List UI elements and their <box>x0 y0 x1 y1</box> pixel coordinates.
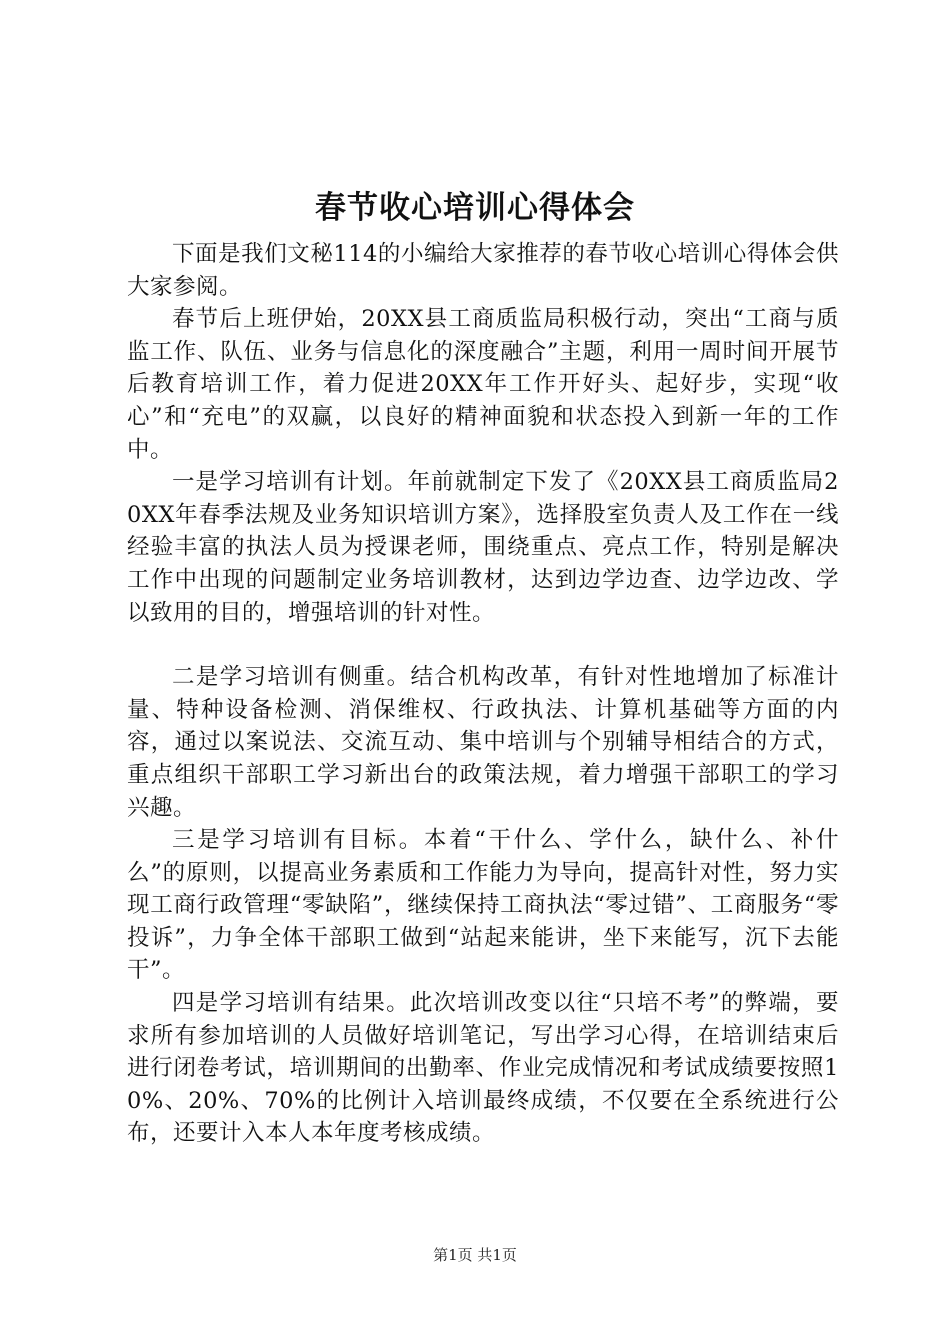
paragraph-point-two: 二是学习培训有侧重。结合机构改革，有针对性地增加了标准计量、特种设备检测、消保维权、行政执法、计算机基础等方面的内容，通过以案说法、交流互动、集中培训与个别辅导相结合的方式，重点组织干部职工学习新出台的政策法规，着力增强干部职工的学习兴趣。 <box>127 664 839 821</box>
document-title: 春节收心培训心得体会 <box>315 190 635 226</box>
paragraph-intro: 下面是我们文秘114的小编给大家推荐的春节收心培训心得体会供大家参阅。 <box>127 241 839 300</box>
paragraph-overview: 春节后上班伊始，20XX县工商质监局积极行动，突出“工商与质监工作、队伍、业务与信息化的深度融合”主题，利用一周时间开展节后教育培训工作，着力促进20XX年工作开好头、起好步，实现“收心”和“充电”的双赢，以良好的精神面貌和状态投入到新一年的工作中。 <box>127 306 839 463</box>
paragraph-point-three: 三是学习培训有目标。本着“干什么、学什么，缺什么、补什么”的原则，以提高业务素质和工作能力为导向，提高针对性，努力实现工商行政管理“零缺陷”，继续保持工商执法“零过错”、工商服务“零投诉”，力争全体干部职工做到“站起来能讲，坐下来能写，沉下去能干”。 <box>127 827 839 984</box>
document-body <box>127 238 839 1150</box>
paragraph-point-one: 一是学习培训有计划。年前就制定下发了《20XX县工商质监局20XX年春季法规及业务知识培训方案》，选择股室负责人及工作在一线经验丰富的执法人员为授课老师，围绕重点、亮点工作，特别是解决工作中出现的问题制定业务培训教材，达到边学边查、边学边改、学以致用的目的，增强培训的针对性。 <box>127 469 839 626</box>
page-number-footer: 第1页 共1页 <box>433 1246 517 1264</box>
paragraph-point-four: 四是学习培训有结果。此次培训改变以往“只培不考”的弊端，要求所有参加培训的人员做好培训笔记，写出学习心得，在培训结束后进行闭卷考试，培训期间的出勤率、作业完成情况和考试成绩要按照10%、20%、70%的比例计入培训最终成绩，不仅要在全系统进行公布，还要计入本人本年度考核成绩。 <box>127 990 839 1147</box>
